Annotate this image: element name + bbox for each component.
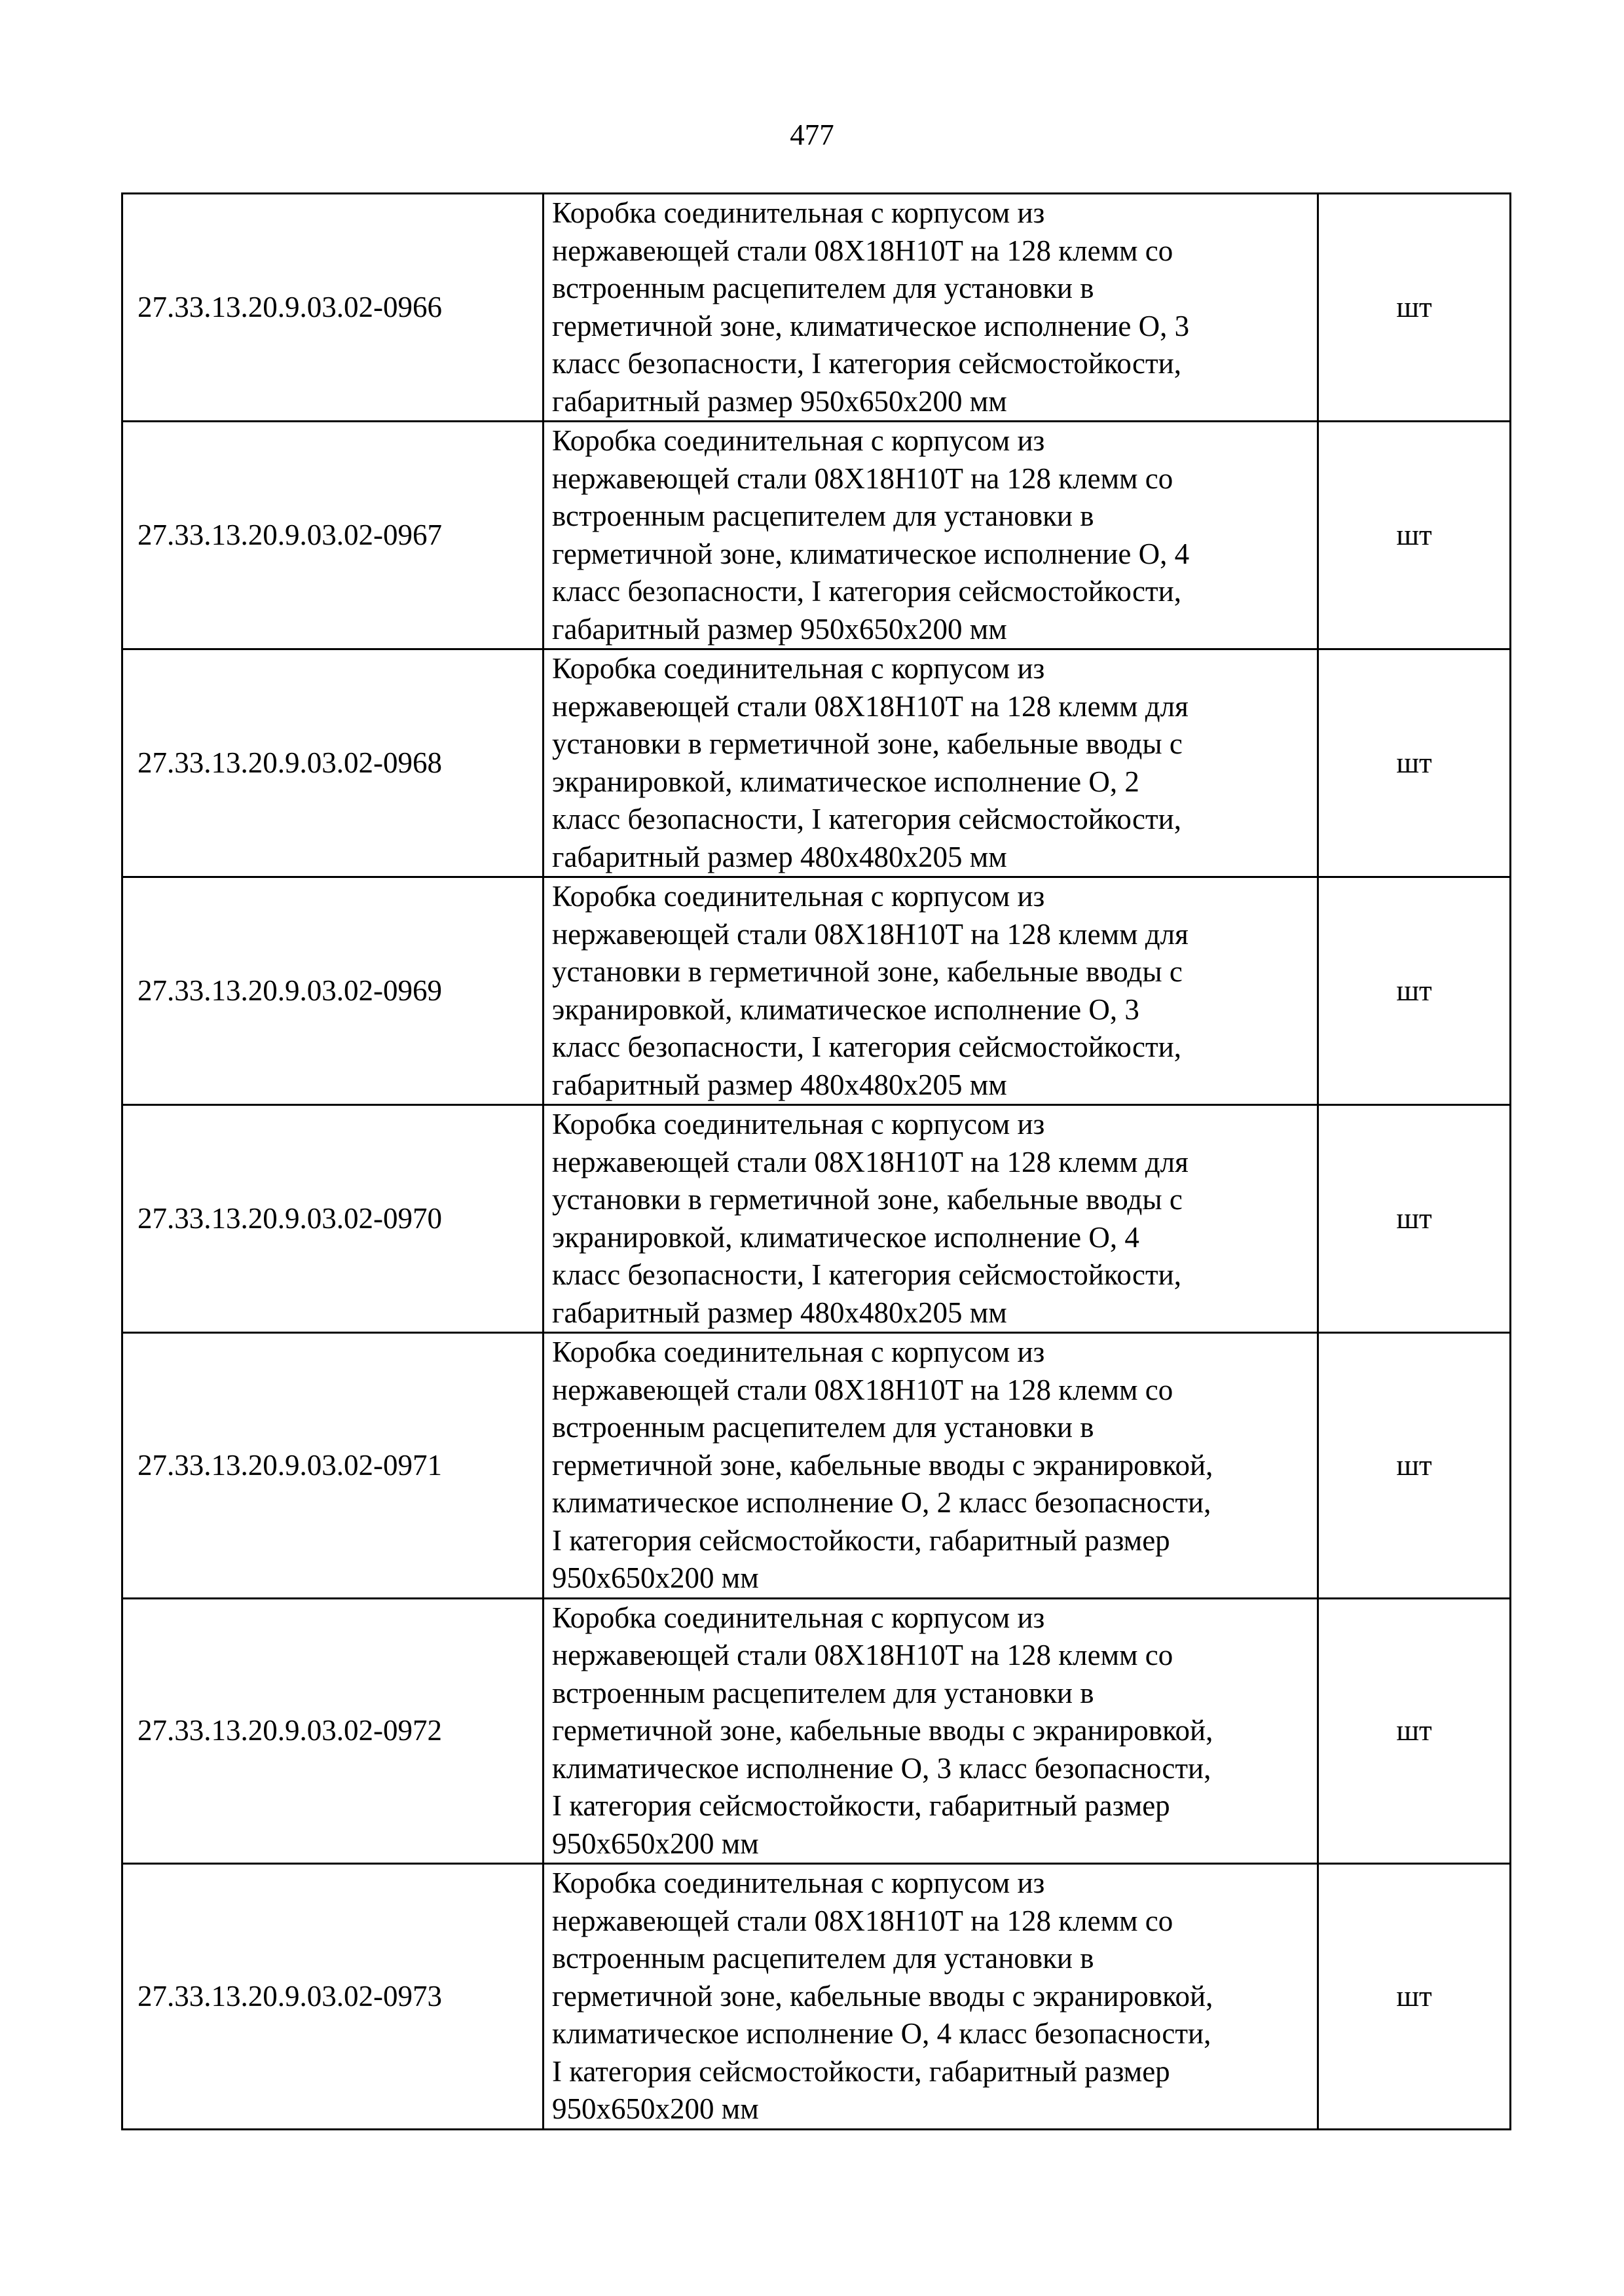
- description-line: герметичной зоне, климатическое исполнение О, 3: [552, 309, 1190, 342]
- description-line: Коробка соединительная с корпусом из: [552, 424, 1045, 457]
- description-line: установки в герметичной зоне, кабельные вводы с: [552, 1183, 1183, 1216]
- unit-of-measure: шт: [1318, 194, 1511, 422]
- description-line: нержавеющей стали 08Х18Н10Т на 128 клемм со: [552, 1639, 1173, 1671]
- description-line: Коробка соединительная с корпусом из: [552, 196, 1045, 229]
- resource-code: 27.33.13.20.9.03.02-0973: [122, 1864, 544, 2130]
- description-line: герметичной зоне, кабельные вводы с экранировкой,: [552, 1448, 1213, 1482]
- description-line: габаритный размер 480х480х205 мм: [552, 840, 1007, 873]
- description-line: нержавеющей стали 08Х18Н10Т на 128 клемм для: [552, 917, 1189, 951]
- catalog-table: [121, 192, 1511, 2130]
- description-line: Коробка соединительная с корпусом из: [552, 1601, 1045, 1634]
- description-line: габаритный размер 950х650х200 мм: [552, 612, 1007, 646]
- description-line: Коробка соединительная с корпусом из: [552, 1108, 1045, 1140]
- description-line: класс безопасности, I категория сейсмостойкости,: [552, 347, 1181, 380]
- description-line: габаритный размер 480х480х205 мм: [552, 1068, 1007, 1101]
- unit-of-measure: шт: [1318, 649, 1511, 877]
- resource-description: [544, 877, 1318, 1105]
- description-line: Коробка соединительная с корпусом из: [552, 1867, 1045, 1899]
- description-line: I категория сейсмостойкости, габаритный размер: [552, 1523, 1170, 1557]
- table-row: [122, 1864, 1511, 2130]
- table-row: [122, 194, 1511, 422]
- description-line: габаритный размер 480х480х205 мм: [552, 1296, 1007, 1329]
- unit-of-measure: шт: [1318, 1598, 1511, 1864]
- unit-of-measure: шт: [1318, 422, 1511, 649]
- table-row: [122, 649, 1511, 877]
- resource-description: [544, 1598, 1318, 1864]
- description-line: климатическое исполнение О, 3 класс безопасности,: [552, 1751, 1211, 1785]
- catalog-table-body: [122, 194, 1511, 2130]
- description-line: класс безопасности, I категория сейсмостойкости,: [552, 803, 1181, 835]
- description-line: нержавеющей стали 08Х18Н10Т на 128 клемм со: [552, 462, 1173, 495]
- resource-code: 27.33.13.20.9.03.02-0966: [122, 194, 544, 422]
- resource-code: 27.33.13.20.9.03.02-0969: [122, 877, 544, 1105]
- description-line: класс безопасности, I категория сейсмостойкости,: [552, 1030, 1181, 1063]
- description-line: I категория сейсмостойкости, габаритный размер: [552, 1789, 1170, 1822]
- description-line: 950х650х200 мм: [552, 2092, 759, 2125]
- resource-description: [544, 422, 1318, 649]
- unit-of-measure: шт: [1318, 1864, 1511, 2130]
- table-row: [122, 1598, 1511, 1864]
- resource-code: 27.33.13.20.9.03.02-0972: [122, 1598, 544, 1864]
- unit-of-measure: шт: [1318, 1105, 1511, 1333]
- table-row: [122, 1333, 1511, 1599]
- resource-description: [544, 649, 1318, 877]
- description-line: нержавеющей стали 08Х18Н10Т на 128 клемм со: [552, 234, 1173, 267]
- resource-code: 27.33.13.20.9.03.02-0970: [122, 1105, 544, 1333]
- unit-of-measure: шт: [1318, 877, 1511, 1105]
- description-line: нержавеющей стали 08Х18Н10Т на 128 клемм со: [552, 1373, 1173, 1406]
- description-line: установки в герметичной зоне, кабельные вводы с: [552, 727, 1183, 760]
- resource-description: [544, 194, 1318, 422]
- table-row: [122, 1105, 1511, 1333]
- resource-description: [544, 1105, 1318, 1333]
- description-line: климатическое исполнение О, 2 класс безопасности,: [552, 1486, 1211, 1519]
- table-row: [122, 422, 1511, 649]
- description-line: габаритный размер 950х650х200 мм: [552, 384, 1007, 418]
- description-line: нержавеющей стали 08Х18Н10Т на 128 клемм для: [552, 1145, 1189, 1178]
- description-line: класс безопасности, I категория сейсмостойкости,: [552, 1258, 1181, 1291]
- resource-code: 27.33.13.20.9.03.02-0967: [122, 422, 544, 649]
- description-line: Коробка соединительная с корпусом из: [552, 652, 1045, 685]
- description-line: климатическое исполнение О, 4 класс безопасности,: [552, 2017, 1211, 2050]
- unit-of-measure: шт: [1318, 1333, 1511, 1599]
- description-line: встроенным расцепителем для установки в: [552, 272, 1094, 304]
- description-line: Коробка соединительная с корпусом из: [552, 1336, 1045, 1368]
- resource-code: 27.33.13.20.9.03.02-0968: [122, 649, 544, 877]
- description-line: герметичной зоне, кабельные вводы с экранировкой,: [552, 1714, 1213, 1747]
- description-line: встроенным расцепителем для установки в: [552, 1411, 1094, 1444]
- description-line: экранировкой, климатическое исполнение О, 4: [552, 1220, 1139, 1254]
- description-line: нержавеющей стали 08Х18Н10Т на 128 клемм со: [552, 1904, 1173, 1937]
- page-number: 477: [790, 118, 834, 151]
- description-line: встроенным расцепителем для установки в: [552, 500, 1094, 532]
- description-line: Коробка соединительная с корпусом из: [552, 880, 1045, 913]
- description-line: нержавеющей стали 08Х18Н10Т на 128 клемм для: [552, 689, 1189, 723]
- resource-code: 27.33.13.20.9.03.02-0971: [122, 1333, 544, 1599]
- description-line: встроенным расцепителем для установки в: [552, 1942, 1094, 1975]
- description-line: экранировкой, климатическое исполнение О, 2: [552, 765, 1139, 798]
- description-line: экранировкой, климатическое исполнение О, 3: [552, 993, 1139, 1026]
- description-line: герметичной зоне, кабельные вводы с экранировкой,: [552, 1979, 1213, 2013]
- description-line: I категория сейсмостойкости, габаритный размер: [552, 2054, 1170, 2088]
- description-line: класс безопасности, I категория сейсмостойкости,: [552, 575, 1181, 608]
- description-line: установки в герметичной зоне, кабельные вводы с: [552, 955, 1183, 988]
- resource-description: [544, 1333, 1318, 1599]
- description-line: герметичной зоне, климатическое исполнение О, 4: [552, 537, 1190, 570]
- table-row: [122, 877, 1511, 1105]
- description-line: 950х650х200 мм: [552, 1827, 759, 1860]
- resource-description: [544, 1864, 1318, 2130]
- description-line: встроенным расцепителем для установки в: [552, 1676, 1094, 1709]
- description-line: 950х650х200 мм: [552, 1561, 759, 1594]
